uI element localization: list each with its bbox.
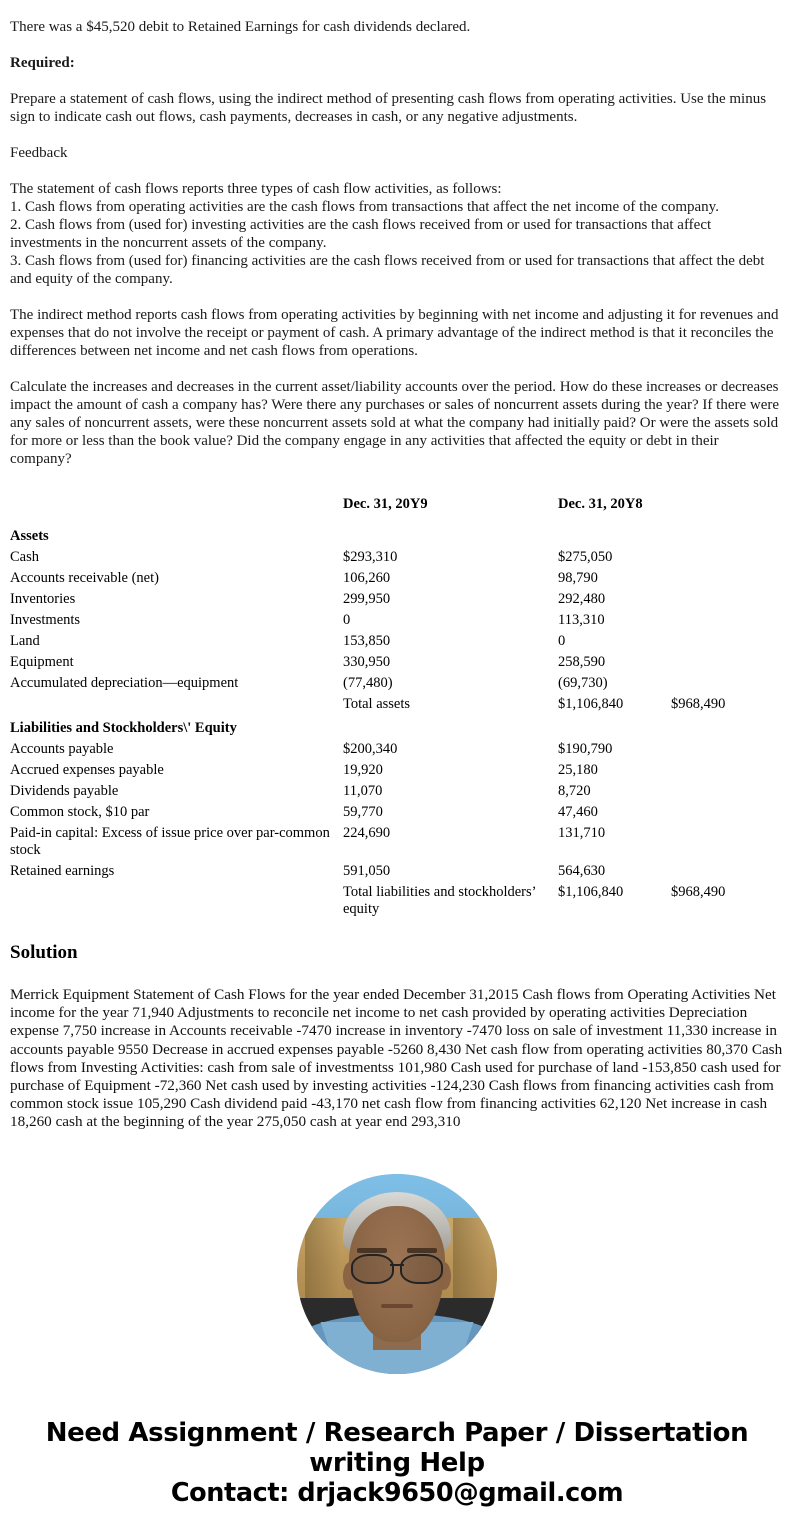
table-row [10, 568, 784, 589]
row-label: Accumulated depreciation—equipment [10, 675, 239, 691]
assets-section-heading-row [10, 523, 784, 547]
header-dec-31-20y9: Dec. 31, 20Y9 [343, 496, 428, 512]
row-value-y9: 59,770 [343, 804, 383, 820]
liabilities-heading-label: Liabilities and Stockholders\' Equity [10, 720, 237, 736]
required-instructions-paragraph: Prepare a statement of cash flows, using the indirect method of presenting cash flows from operating activities. Use the minus sign to indicate cash out flows, cash payments, decreases in cash, or any negative adjustments. [10, 91, 767, 125]
feedback-list-block [10, 180, 784, 288]
feedback-label: Feedback [10, 145, 68, 161]
row-value-y8: 131,710 [558, 825, 606, 841]
header-dec-31-20y8: Dec. 31, 20Y8 [558, 496, 643, 512]
table-row [10, 631, 784, 652]
row-value-y8: 0 [558, 633, 566, 649]
total-assets-y8: $968,490 [671, 696, 726, 712]
total-liabilities-equity-row [10, 882, 784, 920]
row-value-y9: 153,850 [343, 633, 391, 649]
row-label: Accounts payable [10, 741, 114, 757]
required-label: Required: [10, 55, 75, 71]
dividend-note-paragraph: There was a $45,520 debit to Retained Earnings for cash dividends declared. [10, 19, 471, 35]
row-label: Inventories [10, 591, 76, 607]
row-value-y8: 47,460 [558, 804, 598, 820]
row-label: Accounts receivable (net) [10, 570, 159, 586]
total-assets-row [10, 694, 784, 715]
row-value-y9: $200,340 [343, 741, 398, 757]
row-value-y9: (77,480) [343, 675, 393, 691]
table-row [10, 652, 784, 673]
feedback-lead-line: The statement of cash flows reports three types of cash flow activities, as follows: [10, 181, 502, 197]
row-label: Cash [10, 549, 39, 565]
table-row [10, 760, 784, 781]
row-label: Retained earnings [10, 863, 115, 879]
row-value-y8: 564,630 [558, 863, 606, 879]
row-label: Paid-in capital: Excess of issue price over par-common stock [10, 825, 330, 858]
promo-footer [0, 1418, 794, 1508]
table-row [10, 739, 784, 760]
row-label: Equipment [10, 654, 74, 670]
promo-contact-email[interactable]: Contact: drjack9650@gmail.com [170, 1477, 624, 1508]
row-value-y8: 98,790 [558, 570, 598, 586]
row-value-y8: 258,590 [558, 654, 606, 670]
author-avatar-container [0, 1174, 794, 1374]
solution-heading: Solution [10, 942, 78, 963]
avatar-mouth [381, 1304, 413, 1309]
table-header-row-group [10, 494, 784, 523]
row-value-y9: 224,690 [343, 825, 391, 841]
row-value-y9: 19,920 [343, 762, 383, 778]
total-liabilities-equity-y8: $968,490 [671, 884, 726, 900]
header-blank-cell [10, 494, 343, 523]
total-assets-label: Total assets [343, 696, 411, 712]
indirect-method-paragraph: The indirect method reports cash flows from operating activities by beginning with net income and adjusting it for revenues and expenses that do not involve the receipt or payment of cash. A primary advantage of the indirect method is that it reconciles the differences between net income and net cash flows from operations. [10, 307, 779, 359]
avatar [297, 1174, 497, 1374]
row-value-y8: 292,480 [558, 591, 606, 607]
promo-headline-line-1: Need Assignment / Research Paper / Dissertation [45, 1417, 749, 1448]
row-value-y9: 11,070 [343, 783, 383, 799]
table-row [10, 610, 784, 631]
avatar-glasses-bridge [390, 1264, 405, 1266]
row-label: Common stock, $10 par [10, 804, 150, 820]
row-value-y8: 113,310 [558, 612, 605, 628]
avatar-eyebrow-left [357, 1248, 387, 1253]
feedback-item-1: 1. Cash flows from operating activities are the cash flows from transactions that affect the net income of the company. [10, 199, 719, 215]
table-row [10, 673, 784, 694]
table-header-row [10, 494, 784, 523]
table-row [10, 589, 784, 610]
row-value-y8: 25,180 [558, 762, 598, 778]
row-label: Dividends payable [10, 783, 119, 799]
avatar-lens-right [400, 1254, 443, 1284]
total-assets-y9: $1,106,840 [558, 696, 624, 712]
assets-heading-label: Assets [10, 528, 49, 544]
promo-headline-line-2: writing Help [309, 1447, 485, 1478]
table-row [10, 802, 784, 823]
row-value-y8: $275,050 [558, 549, 613, 565]
row-value-y9: $293,310 [343, 549, 398, 565]
row-value-y9: 106,260 [343, 570, 391, 586]
row-value-y8: (69,730) [558, 675, 608, 691]
total-liabilities-equity-label: Total liabilities and stockholders’ equity [343, 884, 536, 917]
total-liabilities-equity-y9: $1,106,840 [558, 884, 624, 900]
glasses-icon [351, 1254, 443, 1280]
table-row [10, 781, 784, 802]
row-value-y9: 0 [343, 612, 351, 628]
comparative-balance-sheet-table [10, 494, 784, 920]
table-body [10, 523, 784, 920]
row-value-y8: $190,790 [558, 741, 613, 757]
solution-body-paragraph: Merrick Equipment Statement of Cash Flows for the year ended December 31,2015 Cash flows from Operating Activities Net income for the year 71,940 Adjustments to reconcile net income to net cash provided by operating activities Depreciation expense 7,750 increase in Accounts receivable -7470 increase in inventory -7470 loss on sale of investment 11,330 increase in accounts payable 9550 Decrease in accrued expenses payable -5260 8,430 Net cash flow from operating activities 80,370 Cash flows from Investing Activities: cash from sale of investmentss 101,980 Cash used for purchase of land -153,850 cash used for purchase of Equipment -72,360 Net cash used by investing activities -124,230 Cash flows from financing activities cash from common stock issue 105,290 Cash dividend paid -43,170 net cash flow from financing activities 62,120 Net increase in cash 18,260 cash at the beginning of the year 275,050 cash at year end 293,310 [10, 986, 783, 1131]
feedback-item-2: 2. Cash flows from (used for) investing activities are the cash flows received from or used for transactions that affect investments in the noncurrent assets of the company. [10, 217, 712, 251]
avatar-lens-left [351, 1254, 394, 1284]
table-row [10, 547, 784, 568]
row-value-y9: 591,050 [343, 863, 391, 879]
table-row [10, 823, 784, 861]
avatar-eyebrow-right [407, 1248, 437, 1253]
liabilities-section-heading-row [10, 715, 784, 739]
row-value-y9: 299,950 [343, 591, 391, 607]
row-value-y8: 8,720 [558, 783, 591, 799]
feedback-item-3: 3. Cash flows from (used for) financing activities are the cash flows received from or used for transactions that affect the debt and equity of the company. [10, 253, 765, 287]
calculate-guidance-paragraph: Calculate the increases and decreases in the current asset/liability accounts over the period. How do these increases or decreases impact the amount of cash a company has? Were there any purchases or sales of noncurrent assets during the year? If there were any sales of noncurrent assets, were these noncurrent assets sold at what the company had initially paid? Or were the assets sold for more or less than the book value? Did the company engage in any activities that affected the equity or debt in their company? [10, 379, 780, 467]
row-label: Land [10, 633, 40, 649]
row-value-y9: 330,950 [343, 654, 391, 670]
table-row [10, 861, 784, 882]
row-label: Investments [10, 612, 81, 628]
row-label: Accrued expenses payable [10, 762, 164, 778]
